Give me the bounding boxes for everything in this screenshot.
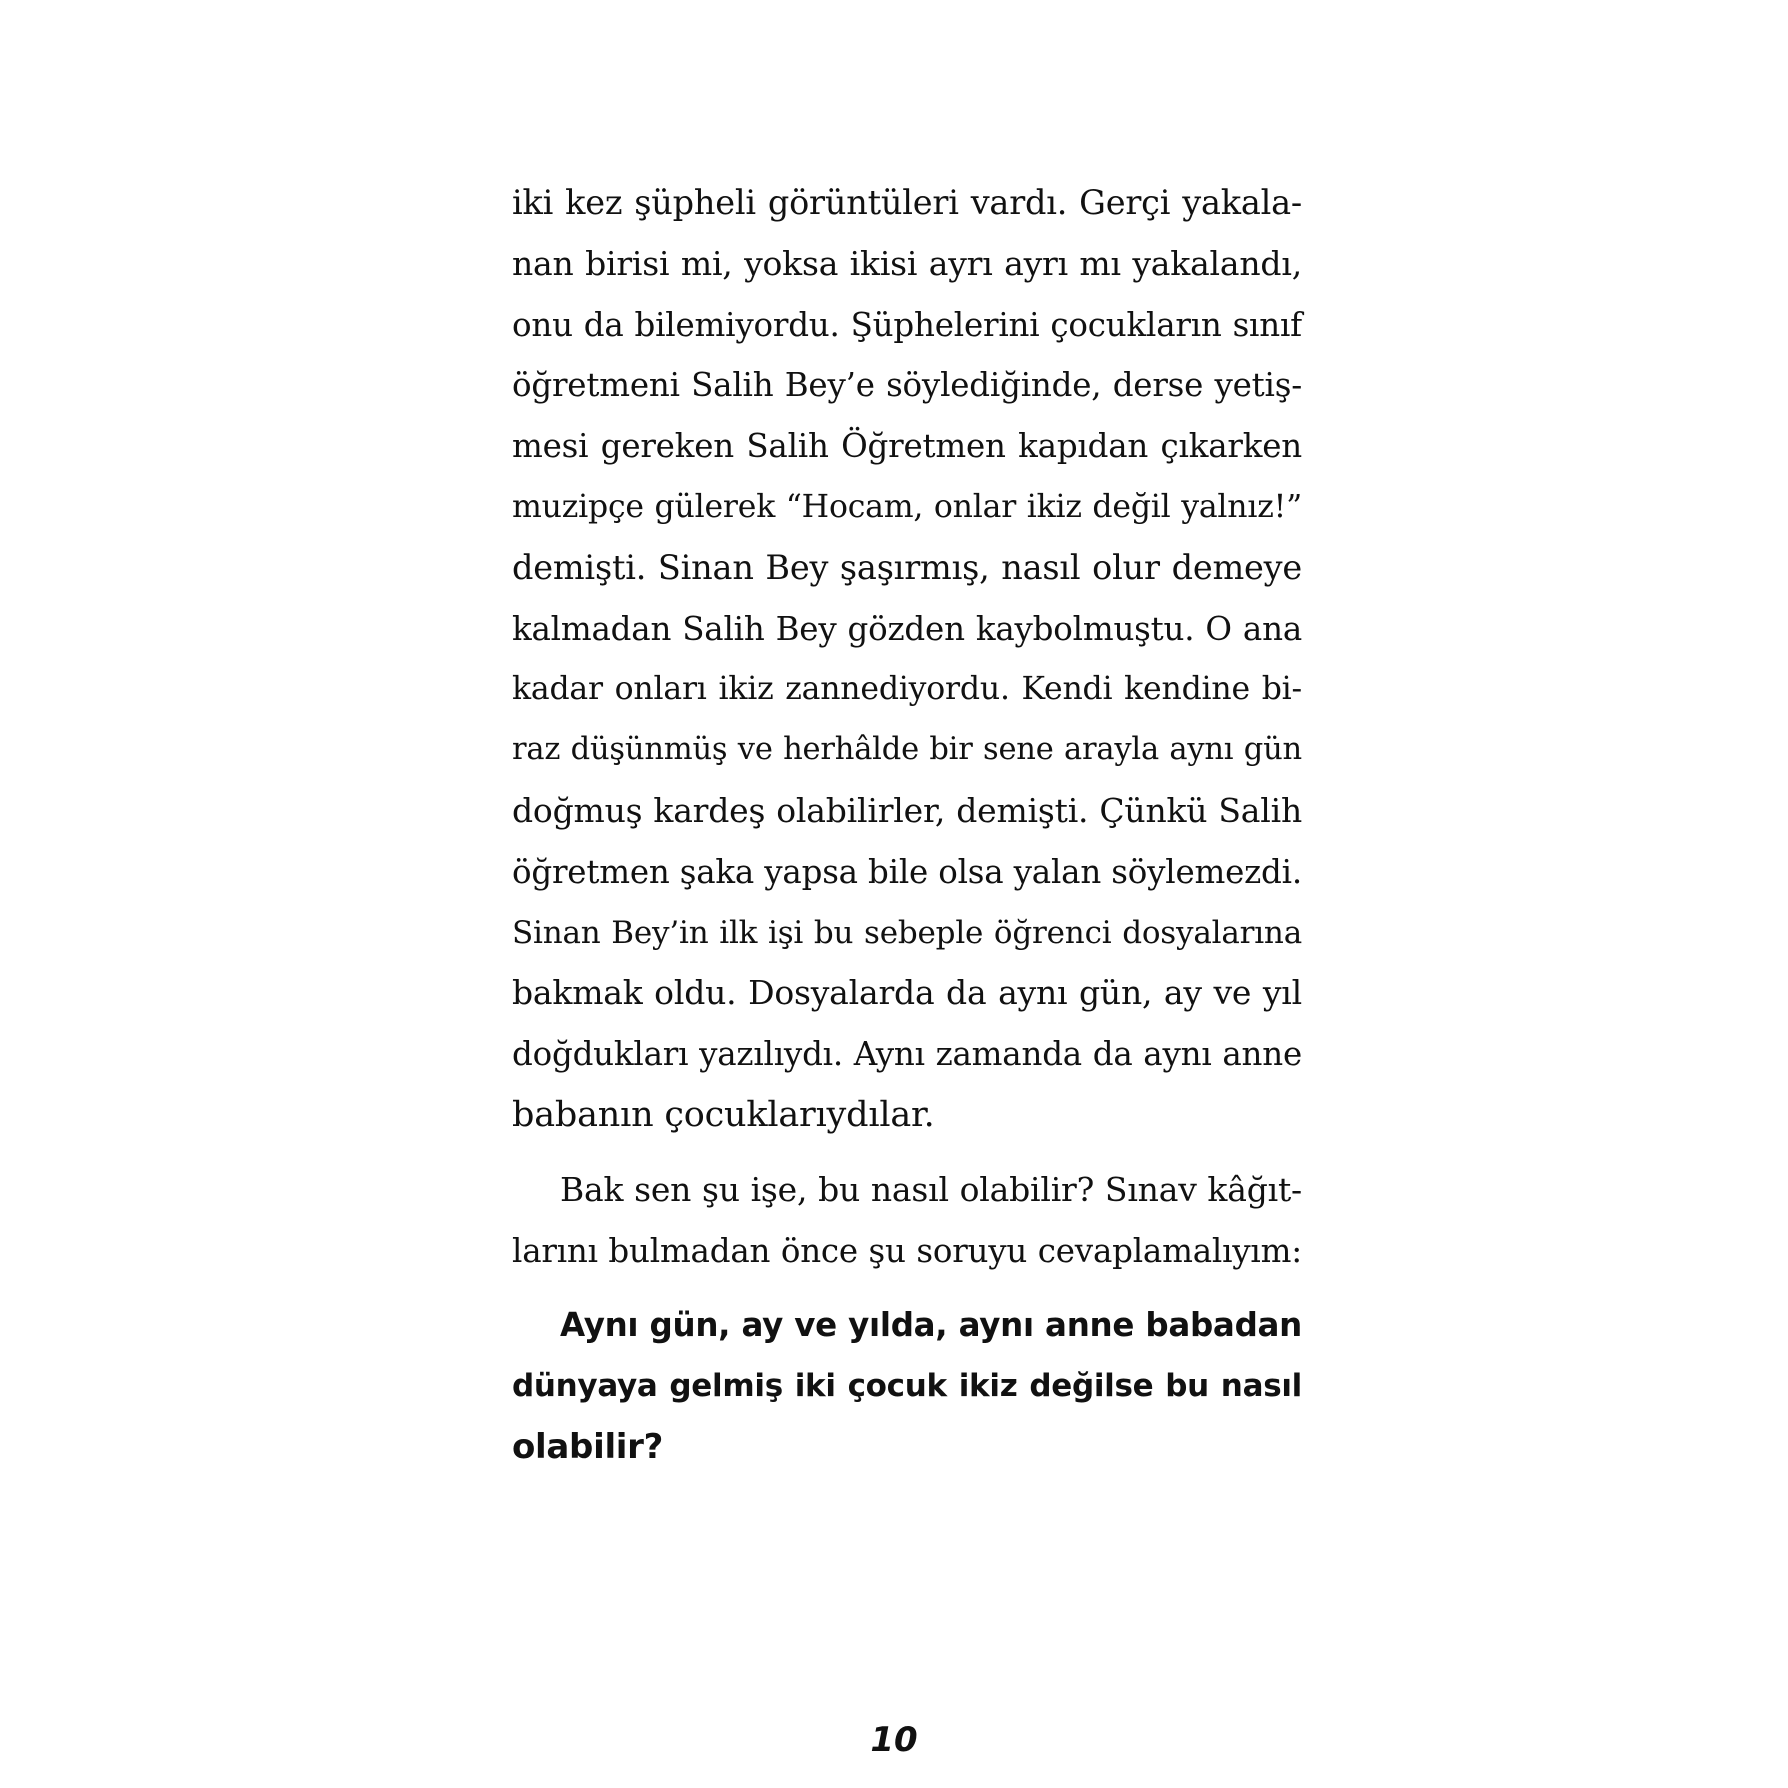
paragraph-2: [512, 1160, 1302, 1282]
text-line: onu da bilemiyordu. Şüphelerini çocukların sınıf: [512, 305, 1302, 344]
paragraph-spacer: [512, 1146, 1302, 1160]
question-line: dünyaya gelmiş iki çocuk ikiz değilse bu nasıl: [512, 1368, 1302, 1405]
text-line: kalmadan Salih Bey gözden kaybolmuştu. O ana: [512, 609, 1302, 648]
question-line: olabilir?: [512, 1426, 664, 1467]
page-number: 10: [870, 1720, 918, 1760]
text-block: [512, 173, 1302, 1478]
text-line: Bak sen şu işe, bu nasıl olabilir? Sınav kâğıt-: [560, 1169, 1302, 1209]
text-line: larını bulmadan önce şu soruyu cevaplamalıyım:: [512, 1231, 1302, 1270]
text-line: öğretmen şaka yapsa bile olsa yalan söylemezdi.: [512, 852, 1302, 891]
text-line: öğretmeni Salih Bey’e söylediğinde, derse yetiş-: [512, 366, 1302, 405]
text-line: kadar onları ikiz zannediyordu. Kendi kendine bi-: [512, 671, 1302, 708]
text-line: doğmuş kardeş olabilirler, demişti. Çünkü Salih: [512, 790, 1302, 830]
text-line: iki kez şüpheli görüntüleri vardı. Gerçi yakala-: [512, 183, 1302, 222]
question-line: Aynı gün, ay ve yılda, aynı anne babadan: [560, 1306, 1302, 1345]
text-line: muzipçe gülerek “Hocam, onlar ikiz değil yalnız!”: [512, 488, 1302, 525]
text-line: babanın çocuklarıydılar.: [512, 1094, 935, 1135]
paragraph-spacer: [512, 1281, 1302, 1295]
text-line: nan birisi mi, yoksa ikisi ayrı ayrı mı yakalandı,: [512, 243, 1302, 283]
text-line: raz düşünmüş ve herhâlde bir sene arayla aynı gün: [512, 732, 1302, 768]
paragraph-1: [512, 173, 1302, 1146]
text-line: Sinan Bey’in ilk işi bu sebeple öğrenci dosyalarına: [512, 914, 1302, 951]
question-paragraph: [512, 1295, 1302, 1477]
text-line: mesi gereken Salih Öğretmen kapıdan çıkarken: [512, 427, 1302, 466]
text-line: demişti. Sinan Bey şaşırmış, nasıl olur demeye: [512, 547, 1302, 587]
text-line: bakmak oldu. Dosyalarda da aynı gün, ay ve yıl: [512, 973, 1302, 1013]
text-line: doğdukları yazılıydı. Aynı zamanda da aynı anne: [512, 1035, 1302, 1074]
